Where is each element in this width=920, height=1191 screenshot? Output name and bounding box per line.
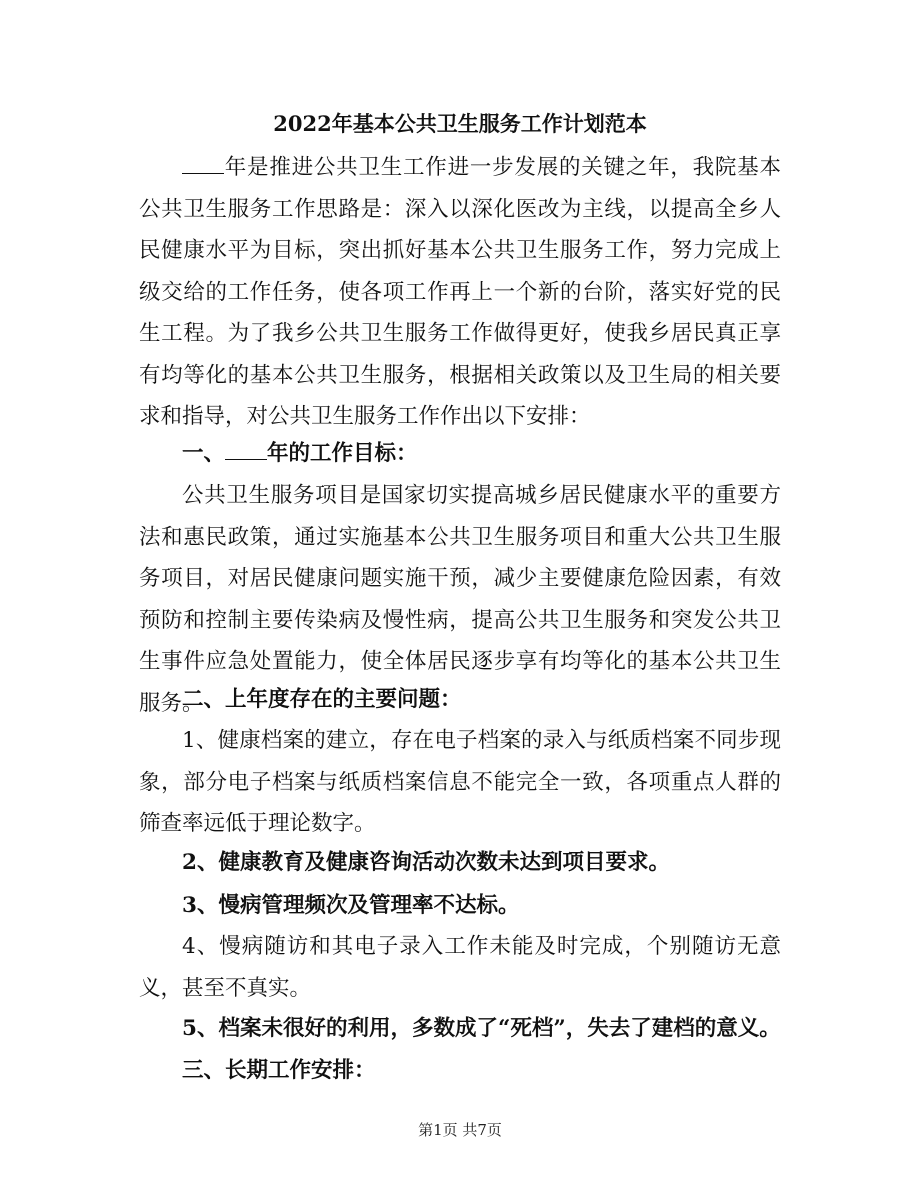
document-title: 2022年基本公共卫生服务工作计划范本 — [273, 111, 647, 136]
problem-item-3: 3、慢病管理频次及管理率不达标。 — [182, 893, 520, 918]
problem-item-2: 2、健康教育及健康咨询活动次数未达到项目要求。 — [182, 850, 670, 875]
section1-suffix: 年的工作目标： — [267, 441, 418, 466]
problem-item-5: 5、档案未很好的利用，多数成了“死档”，失去了建档的意义。 — [182, 1016, 781, 1041]
intro-paragraph — [139, 147, 781, 438]
problem-item-4: 4、慢病随访和其电子录入工作未能及时完成，个别随访无意义，甚至不真实。 — [139, 934, 781, 1001]
intro-text: 年是推进公共卫生工作进一步发展的关键之年，我院基本公共卫生服务工作思路是：深入以深化医改为主线，以提高全乡人民健康水平为目标，突出抓好基本公共卫生服务工作，努力完成上级交给的工作任务，使各项工作再上一个新的台阶，落实好党的民生工程。为了我乡公共卫生服务工作做得更好，使我乡居民真正享有均等化的基本公共卫生服务，根据相关政策以及卫生局的相关要求和指导，对公共卫生服务工作作出以下安排： — [139, 155, 781, 429]
section1-year-blank — [225, 441, 267, 460]
section1-prefix: 一、 — [182, 441, 226, 466]
problem-item-1: 1、健康档案的建立，存在电子档案的录入与纸质档案不同步现象，部分电子档案与纸质档案信息不能完全一致，各项重点人群的筛查率远低于理论数字。 — [139, 728, 781, 836]
page-footer: 第1页 共7页 — [418, 1121, 502, 1139]
section1-heading — [139, 433, 781, 475]
year-blank — [182, 155, 224, 174]
section2-heading: 二、上年度存在的主要问题： — [182, 687, 462, 712]
section3-heading: 三、长期工作安排： — [182, 1058, 376, 1083]
section1-body: 公共卫生服务项目是国家切实提高城乡居民健康水平的重要方法和惠民政策，通过实施基本公共卫生服务项目和重大公共卫生服务项目，对居民健康问题实施干预，减少主要健康危险因素，有效预防和控制主要传染病及慢性病，提高公共卫生服务和突发公共卫生事件应急处置能力，使全体居民逐步享有均等化的基本公共卫生服务。 — [139, 483, 781, 716]
